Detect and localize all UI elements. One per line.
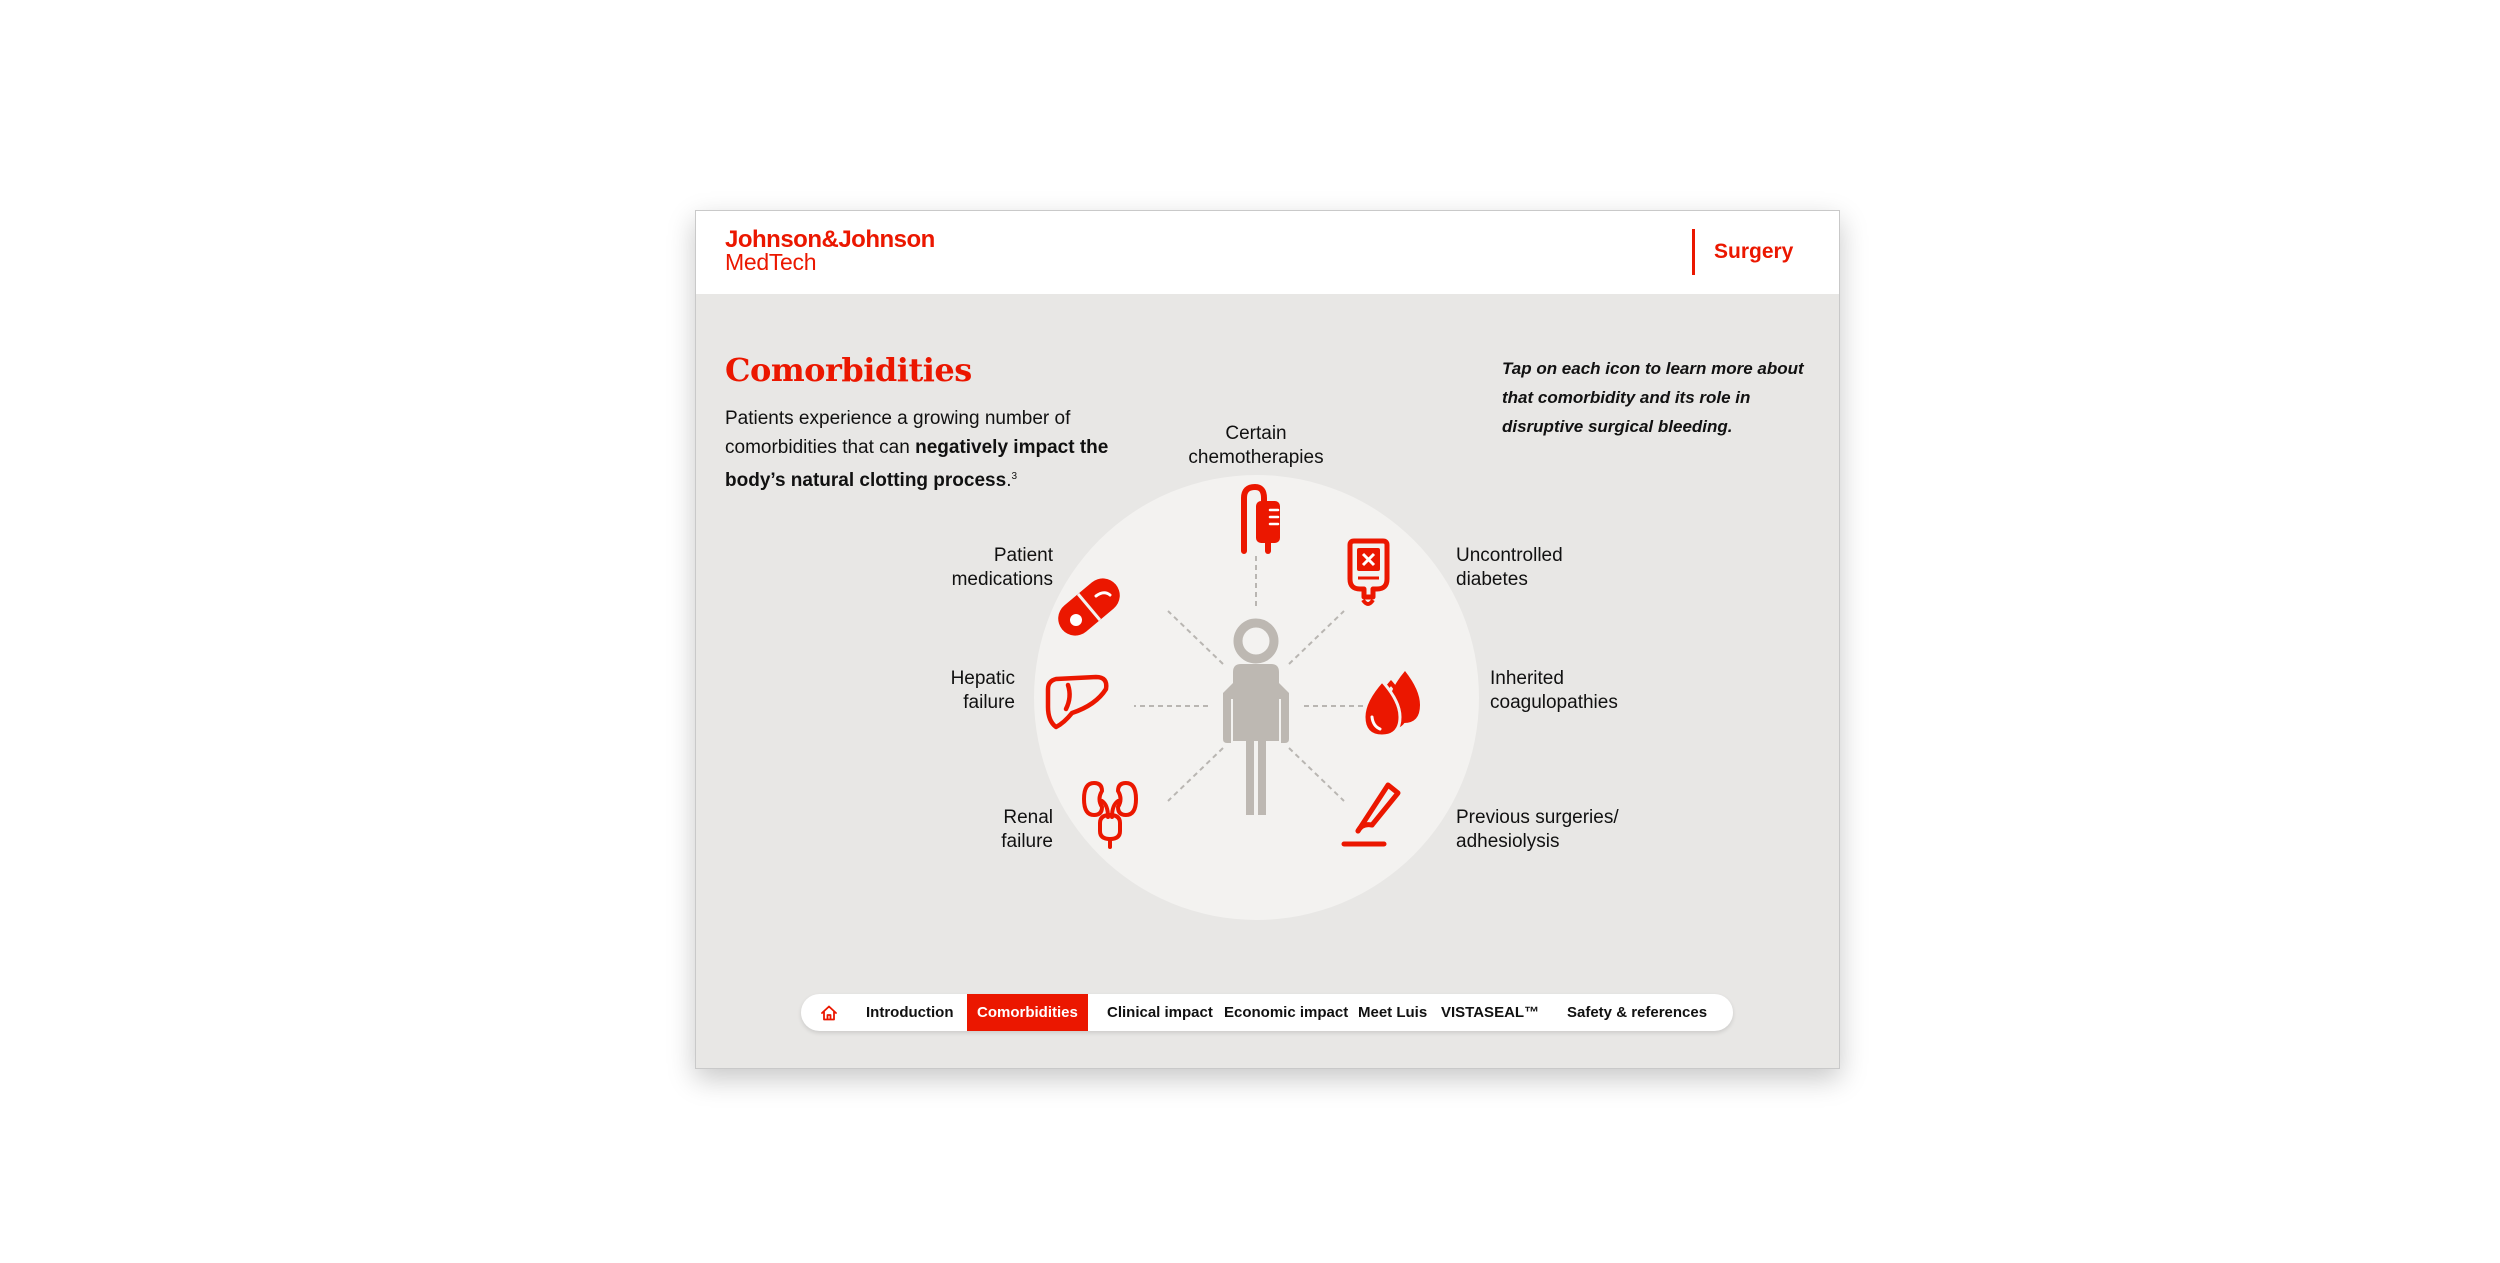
- surgeries-button[interactable]: [1340, 781, 1402, 849]
- connector-renal: [1168, 748, 1223, 801]
- label-line-1: Hepatic: [950, 668, 1015, 689]
- label-line-1: Patient: [993, 545, 1053, 566]
- nav-economic-impact[interactable]: Economic impact: [1224, 1004, 1349, 1021]
- label-coagulopathies[interactable]: [1490, 667, 1660, 715]
- home-icon[interactable]: [819, 1003, 839, 1023]
- slide: [695, 210, 1840, 1069]
- nav-safety-references[interactable]: Safety & references: [1567, 1004, 1708, 1021]
- nav-comorbidities[interactable]: Comorbidities: [967, 994, 1088, 1031]
- label-line-1: Uncontrolled: [1456, 545, 1563, 566]
- nav-introduction[interactable]: Introduction: [866, 1004, 954, 1021]
- intro-bold: negatively impact the body’s natural clotting process: [725, 437, 1109, 491]
- brand-line-2: MedTech: [725, 249, 817, 275]
- section-label: Surgery: [1714, 240, 1794, 263]
- diabetes-button[interactable]: [1346, 537, 1392, 607]
- label-line-2: failure: [1001, 831, 1053, 852]
- label-hepatic[interactable]: [886, 667, 1015, 715]
- medications-button[interactable]: [1050, 575, 1128, 639]
- intro-plain: Patients experience a growing number of comorbidities that can: [725, 408, 1071, 458]
- nav-meet-luis[interactable]: Meet Luis: [1358, 1004, 1428, 1021]
- label-line-2: failure: [963, 692, 1015, 713]
- label-line-1: Renal: [1003, 807, 1053, 828]
- page-title: Comorbidities: [725, 351, 972, 389]
- label-line-2: adhesiolysis: [1456, 831, 1560, 852]
- label-line-2: diabetes: [1456, 569, 1528, 590]
- nav-vistaseal[interactable]: VISTASEAL™: [1441, 1004, 1540, 1021]
- label-line-1: Inherited: [1490, 668, 1564, 689]
- hepatic-button[interactable]: [1042, 673, 1112, 731]
- reference-number: 3: [1011, 471, 1018, 482]
- coagulopathies-button[interactable]: [1360, 669, 1424, 739]
- instruction-text: Tap on each icon to learn more about that comorbidity and its role in disruptive surgical bleeding.: [1502, 359, 1804, 436]
- label-line-2: medications: [951, 569, 1053, 590]
- bottom-nav: [801, 994, 1733, 1031]
- renal-button[interactable]: [1080, 779, 1140, 851]
- connector-medications: [1168, 611, 1223, 664]
- connector-diabetes: [1289, 611, 1344, 664]
- person-figure-icon: [1223, 623, 1289, 815]
- label-renal[interactable]: [926, 806, 1053, 854]
- chemotherapies-button[interactable]: [1234, 483, 1286, 555]
- label-surgeries[interactable]: [1456, 806, 1646, 854]
- comorbidity-diagram: [696, 211, 1839, 1068]
- label-chemotherapies[interactable]: [1176, 422, 1336, 470]
- connector-surgeries: [1289, 748, 1344, 801]
- label-line-1: Previous surgeries/: [1456, 807, 1619, 828]
- label-line-2: coagulopathies: [1490, 692, 1618, 713]
- label-medications[interactable]: [896, 544, 1053, 592]
- label-line-2: chemotherapies: [1188, 447, 1324, 468]
- label-line-1: Certain: [1225, 423, 1287, 444]
- intro-end: .: [1006, 470, 1012, 491]
- brand-line-1: Johnson&Johnson: [725, 226, 935, 253]
- label-diabetes[interactable]: [1456, 544, 1626, 592]
- nav-clinical-impact[interactable]: Clinical impact: [1107, 1004, 1213, 1021]
